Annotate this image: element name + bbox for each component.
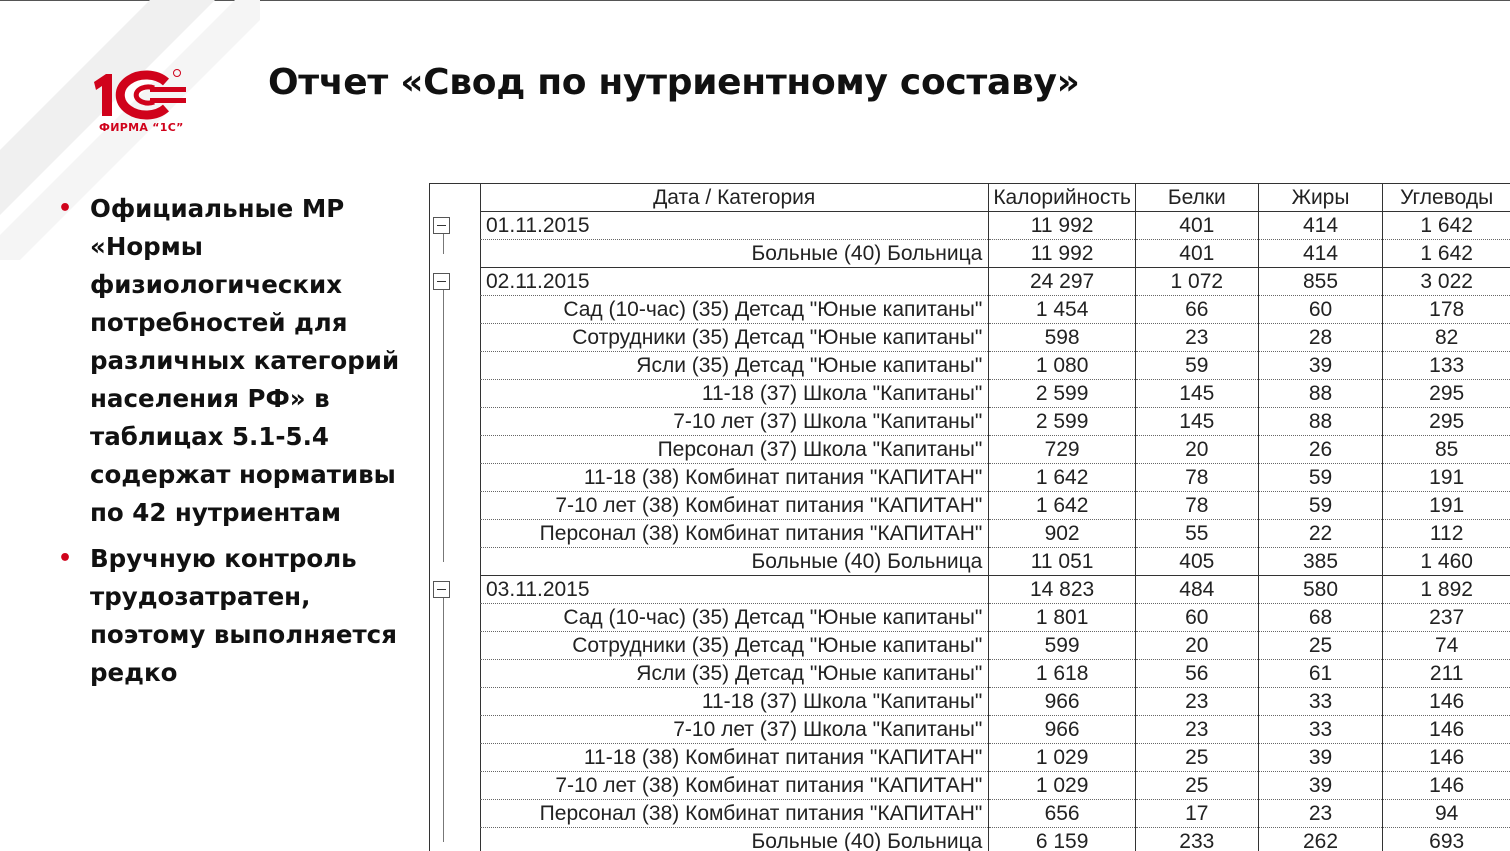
category-row[interactable] <box>480 632 1510 660</box>
value-cell: 23 <box>1135 688 1258 716</box>
category-row[interactable] <box>480 800 1510 828</box>
value-cell: 656 <box>989 800 1136 828</box>
value-cell: 145 <box>1135 408 1258 436</box>
report-body <box>480 212 1510 851</box>
tree-connector-line <box>443 234 444 254</box>
category-row[interactable] <box>480 716 1510 744</box>
date-cell: 03.11.2015 <box>480 576 989 604</box>
value-cell: 1 642 <box>989 492 1136 520</box>
value-cell: 295 <box>1383 408 1510 436</box>
category-cell: 11-18 (38) Комбинат питания "КАПИТАН" <box>480 464 989 492</box>
category-cell: 7-10 лет (37) Школа "Капитаны" <box>480 408 989 436</box>
category-cell: Ясли (35) Детсад "Юные капитаны" <box>480 660 989 688</box>
value-cell: 385 <box>1258 548 1383 576</box>
bullet-marker: • <box>58 190 72 228</box>
value-cell: 1 618 <box>989 660 1136 688</box>
value-cell: 23 <box>1258 800 1383 828</box>
category-cell: Больные (40) Больница <box>480 828 989 851</box>
value-cell: 66 <box>1135 296 1258 324</box>
total-value-cell: 580 <box>1258 576 1383 604</box>
value-cell: 55 <box>1135 520 1258 548</box>
column-header-fats[interactable]: Жиры <box>1258 184 1383 212</box>
value-cell: 146 <box>1383 744 1510 772</box>
value-cell: 17 <box>1135 800 1258 828</box>
bullet-marker: • <box>58 540 72 578</box>
category-row[interactable] <box>480 772 1510 800</box>
date-cell: 02.11.2015 <box>480 268 989 296</box>
value-cell: 59 <box>1258 464 1383 492</box>
value-cell: 11 992 <box>989 240 1136 268</box>
date-group-row[interactable] <box>480 212 1510 240</box>
category-row[interactable] <box>480 548 1510 576</box>
value-cell: 68 <box>1258 604 1383 632</box>
value-cell: 33 <box>1258 688 1383 716</box>
date-group-row[interactable] <box>480 576 1510 604</box>
value-cell: 6 159 <box>989 828 1136 851</box>
category-row[interactable] <box>480 688 1510 716</box>
value-cell: 39 <box>1258 772 1383 800</box>
category-row[interactable] <box>480 744 1510 772</box>
category-row[interactable] <box>480 492 1510 520</box>
value-cell: 1 454 <box>989 296 1136 324</box>
category-row[interactable] <box>480 380 1510 408</box>
value-cell: 2 599 <box>989 408 1136 436</box>
tree-connector-line <box>443 290 444 562</box>
category-cell: 11-18 (37) Школа "Капитаны" <box>480 380 989 408</box>
value-cell: 178 <box>1383 296 1510 324</box>
value-cell: 1 080 <box>989 352 1136 380</box>
category-cell: 7-10 лет (38) Комбинат питания "КАПИТАН" <box>480 492 989 520</box>
value-cell: 59 <box>1258 492 1383 520</box>
value-cell: 237 <box>1383 604 1510 632</box>
value-cell: 966 <box>989 688 1136 716</box>
value-cell: 262 <box>1258 828 1383 851</box>
value-cell: 902 <box>989 520 1136 548</box>
value-cell: 598 <box>989 324 1136 352</box>
value-cell: 146 <box>1383 716 1510 744</box>
category-cell: Сотрудники (35) Детсад "Юные капитаны" <box>480 324 989 352</box>
value-cell: 693 <box>1383 828 1510 851</box>
value-cell: 133 <box>1383 352 1510 380</box>
value-cell: 56 <box>1135 660 1258 688</box>
category-row[interactable] <box>480 828 1510 851</box>
bullet-text: Официальные МР «Нормы физиологических потребностей для различных категорий населения РФ» в таблицах 5.1-5.4 содержат нормативы по 42 нутриентам <box>90 194 399 527</box>
bullet-text: Вручную контроль трудозатратен, поэтому выполняется редко <box>90 544 397 687</box>
value-cell: 191 <box>1383 464 1510 492</box>
category-cell: Больные (40) Больница <box>480 240 989 268</box>
tree-gutter <box>430 184 481 851</box>
value-cell: 39 <box>1258 744 1383 772</box>
category-cell: 11-18 (37) Школа "Капитаны" <box>480 688 989 716</box>
tree-connector-line <box>443 598 444 842</box>
value-cell: 26 <box>1258 436 1383 464</box>
bullet-item <box>56 540 416 692</box>
value-cell: 1 029 <box>989 772 1136 800</box>
slide-title: Отчет «Свод по нутриентному составу» <box>268 62 1080 103</box>
value-cell: 414 <box>1258 240 1383 268</box>
value-cell: 61 <box>1258 660 1383 688</box>
value-cell: 1 642 <box>1383 240 1510 268</box>
logo-caption: ФИРМА “1С” <box>99 121 184 134</box>
value-cell: 146 <box>1383 772 1510 800</box>
value-cell: 20 <box>1135 632 1258 660</box>
value-cell: 88 <box>1258 408 1383 436</box>
date-group-row[interactable] <box>480 268 1510 296</box>
total-value-cell: 401 <box>1135 212 1258 240</box>
category-row[interactable] <box>480 324 1510 352</box>
category-cell: Сад (10-час) (35) Детсад "Юные капитаны" <box>480 296 989 324</box>
total-value-cell: 1 072 <box>1135 268 1258 296</box>
collapse-group-icon[interactable] <box>433 217 450 234</box>
value-cell: 25 <box>1258 632 1383 660</box>
value-cell: 2 599 <box>989 380 1136 408</box>
value-cell: 146 <box>1383 688 1510 716</box>
column-header-category[interactable]: Дата / Категория <box>480 184 989 212</box>
value-cell: 88 <box>1258 380 1383 408</box>
total-value-cell: 855 <box>1258 268 1383 296</box>
category-row[interactable] <box>480 352 1510 380</box>
category-row[interactable] <box>480 408 1510 436</box>
category-cell: Больные (40) Больница <box>480 548 989 576</box>
value-cell: 59 <box>1135 352 1258 380</box>
value-cell: 191 <box>1383 492 1510 520</box>
column-header-calories[interactable]: Калорийность <box>989 184 1136 212</box>
category-row[interactable] <box>480 520 1510 548</box>
category-cell: Ясли (35) Детсад "Юные капитаны" <box>480 352 989 380</box>
category-row[interactable] <box>480 660 1510 688</box>
value-cell: 20 <box>1135 436 1258 464</box>
total-value-cell: 414 <box>1258 212 1383 240</box>
total-value-cell: 484 <box>1135 576 1258 604</box>
value-cell: 112 <box>1383 520 1510 548</box>
value-cell: 729 <box>989 436 1136 464</box>
value-cell: 82 <box>1383 324 1510 352</box>
total-value-cell: 1 892 <box>1383 576 1510 604</box>
value-cell: 25 <box>1135 772 1258 800</box>
table-header-row <box>480 184 1510 212</box>
value-cell: 11 051 <box>989 548 1136 576</box>
category-row[interactable] <box>480 240 1510 268</box>
total-value-cell: 3 022 <box>1383 268 1510 296</box>
value-cell: 211 <box>1383 660 1510 688</box>
report-table <box>480 184 1510 851</box>
total-value-cell: 1 642 <box>1383 212 1510 240</box>
date-cell: 01.11.2015 <box>480 212 989 240</box>
value-cell: 78 <box>1135 464 1258 492</box>
value-cell: 85 <box>1383 436 1510 464</box>
collapse-group-icon[interactable] <box>433 273 450 290</box>
total-value-cell: 24 297 <box>989 268 1136 296</box>
value-cell: 1 642 <box>989 464 1136 492</box>
value-cell: 1 029 <box>989 744 1136 772</box>
category-row[interactable] <box>480 604 1510 632</box>
collapse-group-icon[interactable] <box>433 581 450 598</box>
value-cell: 33 <box>1258 716 1383 744</box>
category-row[interactable] <box>480 464 1510 492</box>
value-cell: 78 <box>1135 492 1258 520</box>
value-cell: 295 <box>1383 380 1510 408</box>
value-cell: 145 <box>1135 380 1258 408</box>
value-cell: 401 <box>1135 240 1258 268</box>
value-cell: 23 <box>1135 324 1258 352</box>
category-cell: Сотрудники (35) Детсад "Юные капитаны" <box>480 632 989 660</box>
bullet-list <box>56 190 416 700</box>
value-cell: 1 801 <box>989 604 1136 632</box>
value-cell: 233 <box>1135 828 1258 851</box>
column-header-carbs[interactable]: Углеводы <box>1383 184 1510 212</box>
category-cell: Персонал (37) Школа "Капитаны" <box>480 436 989 464</box>
value-cell: 60 <box>1135 604 1258 632</box>
value-cell: 74 <box>1383 632 1510 660</box>
category-row[interactable] <box>480 436 1510 464</box>
value-cell: 39 <box>1258 352 1383 380</box>
category-cell: Сад (10-час) (35) Детсад "Юные капитаны" <box>480 604 989 632</box>
category-cell: 11-18 (38) Комбинат питания "КАПИТАН" <box>480 744 989 772</box>
value-cell: 1 460 <box>1383 548 1510 576</box>
value-cell: 22 <box>1258 520 1383 548</box>
category-cell: 7-10 лет (37) Школа "Капитаны" <box>480 716 989 744</box>
value-cell: 94 <box>1383 800 1510 828</box>
category-cell: Персонал (38) Комбинат питания "КАПИТАН" <box>480 520 989 548</box>
value-cell: 23 <box>1135 716 1258 744</box>
value-cell: 25 <box>1135 744 1258 772</box>
category-cell: 7-10 лет (38) Комбинат питания "КАПИТАН" <box>480 772 989 800</box>
total-value-cell: 14 823 <box>989 576 1136 604</box>
category-cell: Персонал (38) Комбинат питания "КАПИТАН" <box>480 800 989 828</box>
value-cell: 60 <box>1258 296 1383 324</box>
total-value-cell: 11 992 <box>989 212 1136 240</box>
column-header-proteins[interactable]: Белки <box>1135 184 1258 212</box>
value-cell: 28 <box>1258 324 1383 352</box>
value-cell: 966 <box>989 716 1136 744</box>
category-row[interactable] <box>480 296 1510 324</box>
bullet-item <box>56 190 416 532</box>
value-cell: 405 <box>1135 548 1258 576</box>
report-screenshot <box>429 183 1510 851</box>
value-cell: 599 <box>989 632 1136 660</box>
